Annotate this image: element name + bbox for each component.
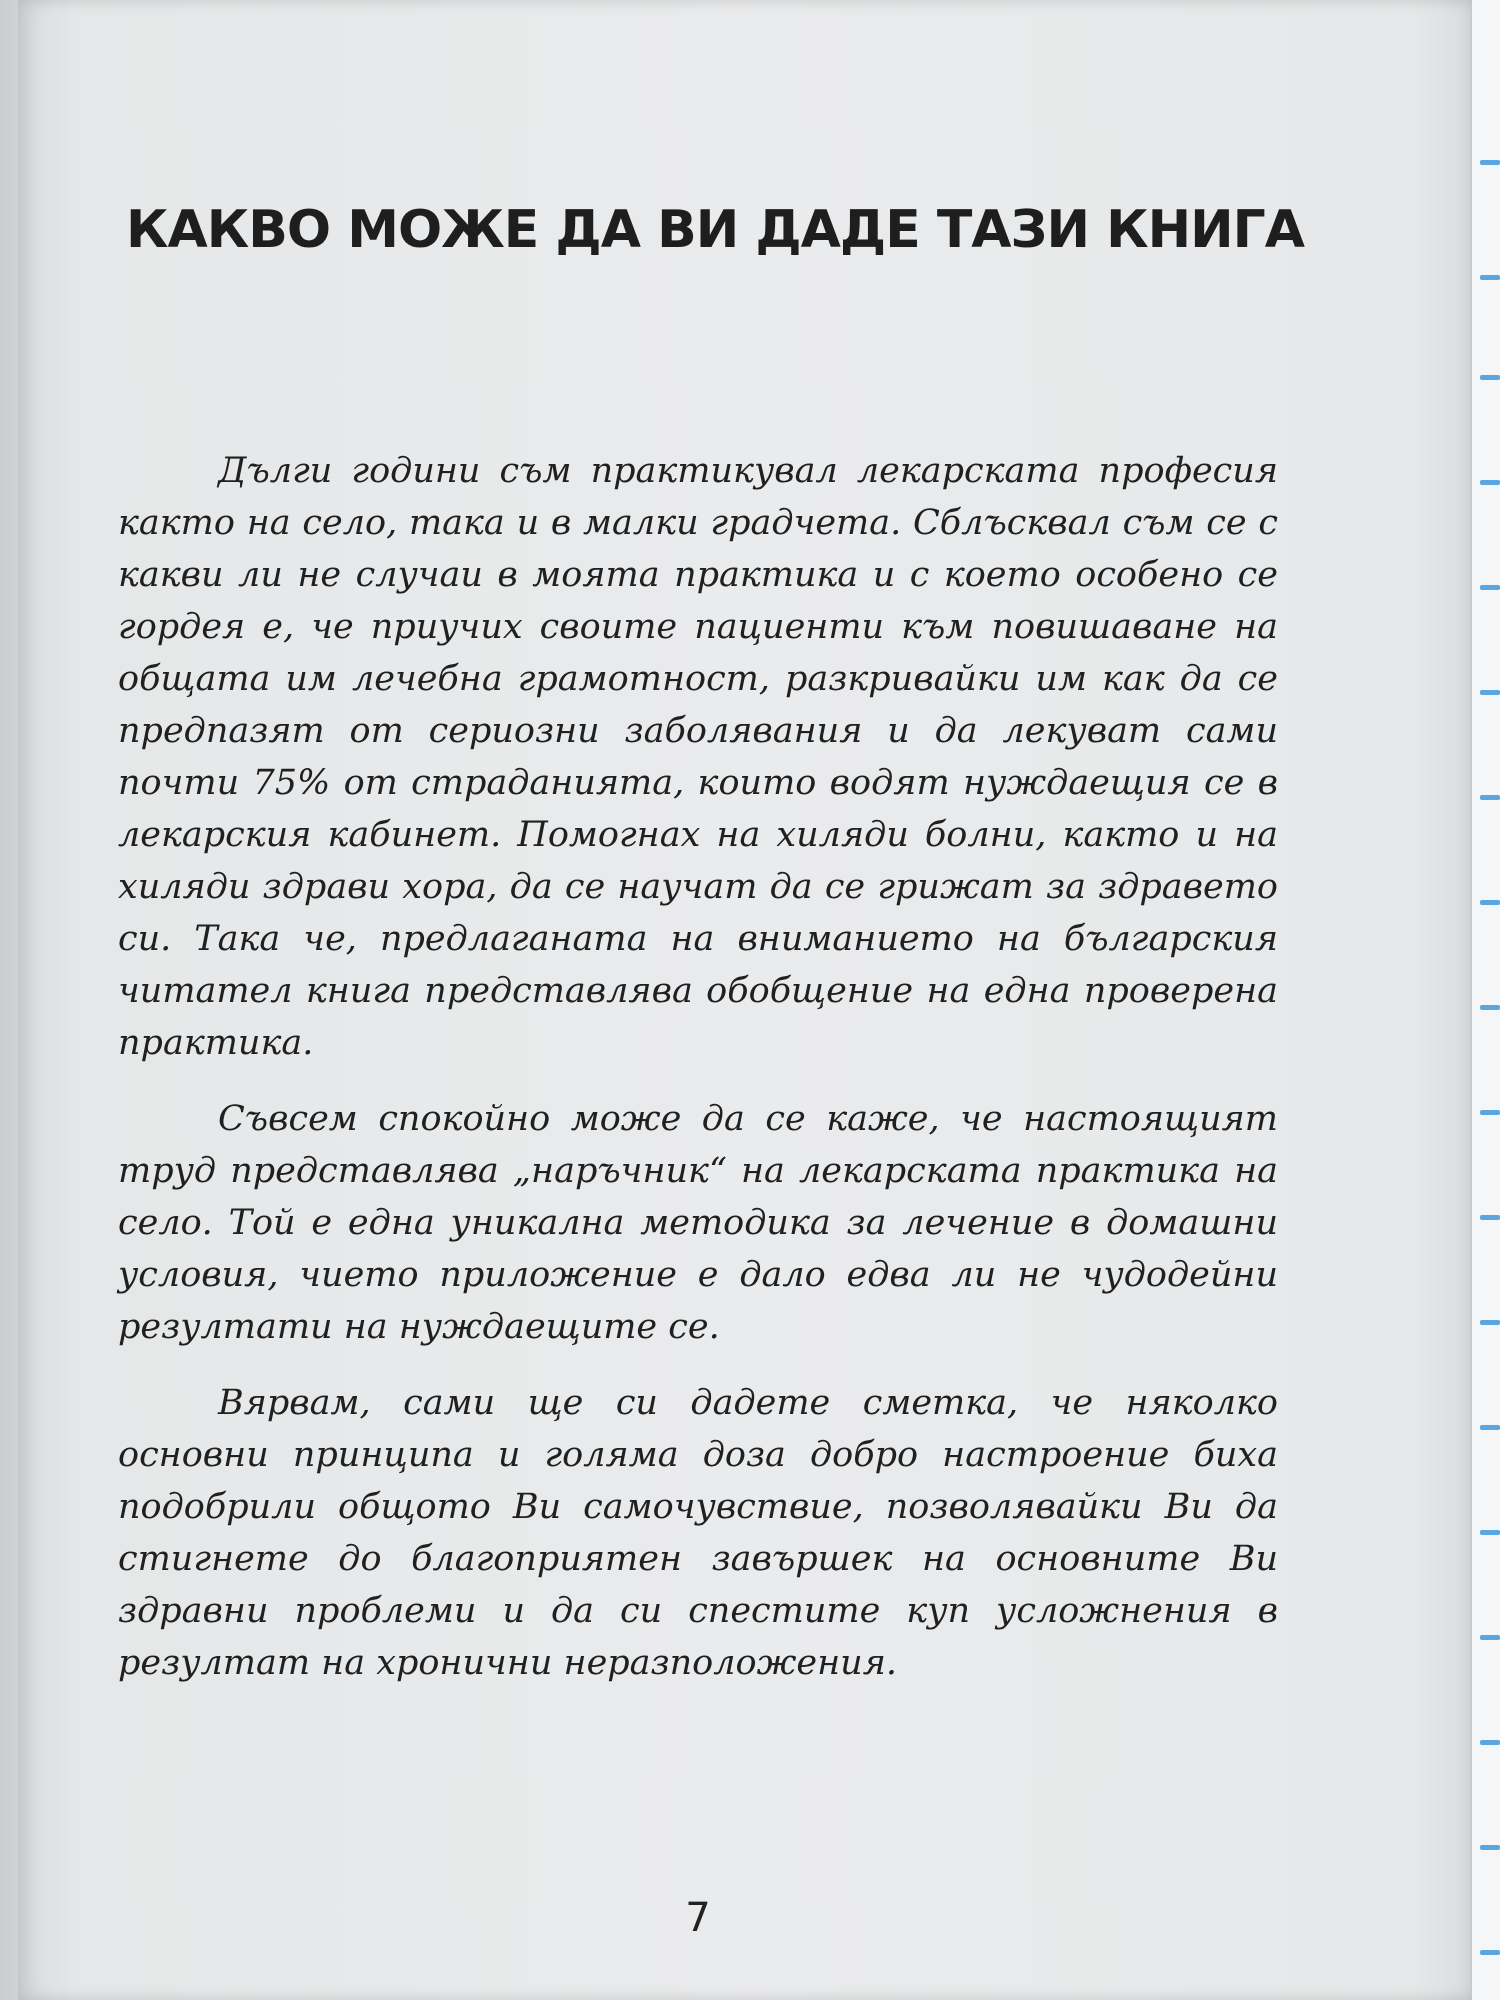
notebook-line-tick: [1480, 795, 1500, 800]
notebook-line-tick: [1480, 375, 1500, 380]
paragraph-2: Съвсем спокойно може да се каже, че настоящият труд представлява „наръчник“ на лекарската практика на село. Той е една уникална методика за лечение в домашни условия, чието приложение е дало едва ли не чудодейни резултати на нуждаещите се.: [118, 1099, 1278, 1347]
notebook-line-tick: [1480, 1425, 1500, 1430]
notebook-line-tick: [1480, 1215, 1500, 1220]
notebook-edge: [1471, 0, 1500, 2000]
notebook-line-tick: [1480, 900, 1500, 905]
notebook-line-tick: [1480, 1845, 1500, 1850]
notebook-line-tick: [1480, 1530, 1500, 1535]
page-title: КАКВО МОЖЕ ДА ВИ ДАДЕ ТАЗИ КНИГА: [126, 200, 1305, 260]
notebook-line-tick: [1480, 1110, 1500, 1115]
paragraph-3: Вярвам, сами ще си дадете сметка, че няколко основни принципа и голяма доза добро настроение биха подобрили общото Ви самочувствие, позволявайки Ви да стигнете до благоприятен завършек на основните Ви здравни проблеми и да си спестите куп усложнения в резултат на хронични неразположения.: [118, 1383, 1278, 1683]
notebook-line-tick: [1480, 1005, 1500, 1010]
page-body: [118, 445, 1278, 1689]
notebook-line-tick: [1480, 275, 1500, 280]
notebook-line-tick: [1480, 1950, 1500, 1955]
page-number: 7: [685, 1895, 711, 1941]
notebook-line-tick: [1480, 1320, 1500, 1325]
notebook-line-tick: [1480, 1740, 1500, 1745]
notebook-line-tick: [1480, 690, 1500, 695]
notebook-line-tick: [1480, 160, 1500, 165]
notebook-line-tick: [1480, 585, 1500, 590]
paragraph-1: Дълги години съм практикувал лекарската професия както на село, така и в малки градчета. Сблъсквал съм се с какви ли не случаи в моята практика и с което особено се гордея е, че приучих своите пациенти към повишаване на общата им лечебна грамотност, разкривайки им как да се предпазят от сериозни заболявания и да лекуват сами почти 75% от страданията, които водят нуждаещия се в лекарския кабинет. Помогнах на хиляди болни, както и на хиляди здрави хора, да се научат да се грижат за здравето си. Така че, предлаганата на вниманието на българския читател книга представлява обобщение на една проверена практика.: [118, 451, 1278, 1063]
book-page: [18, 0, 1473, 2000]
notebook-line-tick: [1480, 1635, 1500, 1640]
notebook-line-tick: [1480, 480, 1500, 485]
